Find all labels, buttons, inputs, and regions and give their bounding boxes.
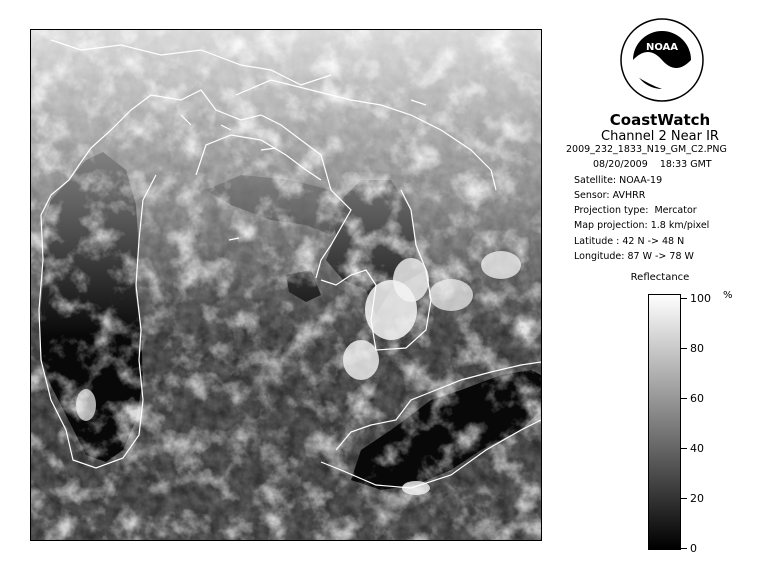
latitude: Latitude : 42 N -> 48 N [574,235,685,247]
map-projection: Map projection: 1.8 km/pixel [574,220,710,232]
satellite: Satellite: NOAA-19 [574,174,663,186]
projection-type: Projection type: Mercator [574,205,697,217]
reflectance-colorbar [648,294,681,550]
scale-tick [681,348,687,349]
image-metadata [566,142,774,264]
scale-tick-label: 80 [690,342,704,355]
scale-tick-label: 20 [690,492,704,505]
scale-tick [681,298,687,299]
longitude: Longitude: 87 W -> 78 W [574,251,694,263]
scale-tick-label: 40 [690,442,704,455]
scale-tick [681,498,687,499]
satellite-map [31,30,541,540]
filename: 2009_232_1833_N19_GM_C2.PNG [566,144,727,155]
scale-tick [681,548,687,549]
channel-title: Channel 2 Near IR [601,129,719,144]
scale-tick-label: 100 [690,292,711,305]
scale-tick-label: 0 [690,542,697,555]
satellite-image [30,29,542,541]
datetime: 08/20/2009 18:33 GMT [593,159,712,171]
scale-tick [681,398,687,399]
scale-title: Reflectance [630,272,690,283]
sensor: Sensor: AVHRR [574,189,646,201]
scale-unit: % [723,290,733,301]
logo-text: NOAA [645,42,679,53]
scale-tick [681,448,687,449]
noaa-logo [620,18,704,102]
title-block [556,112,764,144]
scale-tick-label: 60 [690,392,704,405]
brand-title: CoastWatch [609,111,711,129]
